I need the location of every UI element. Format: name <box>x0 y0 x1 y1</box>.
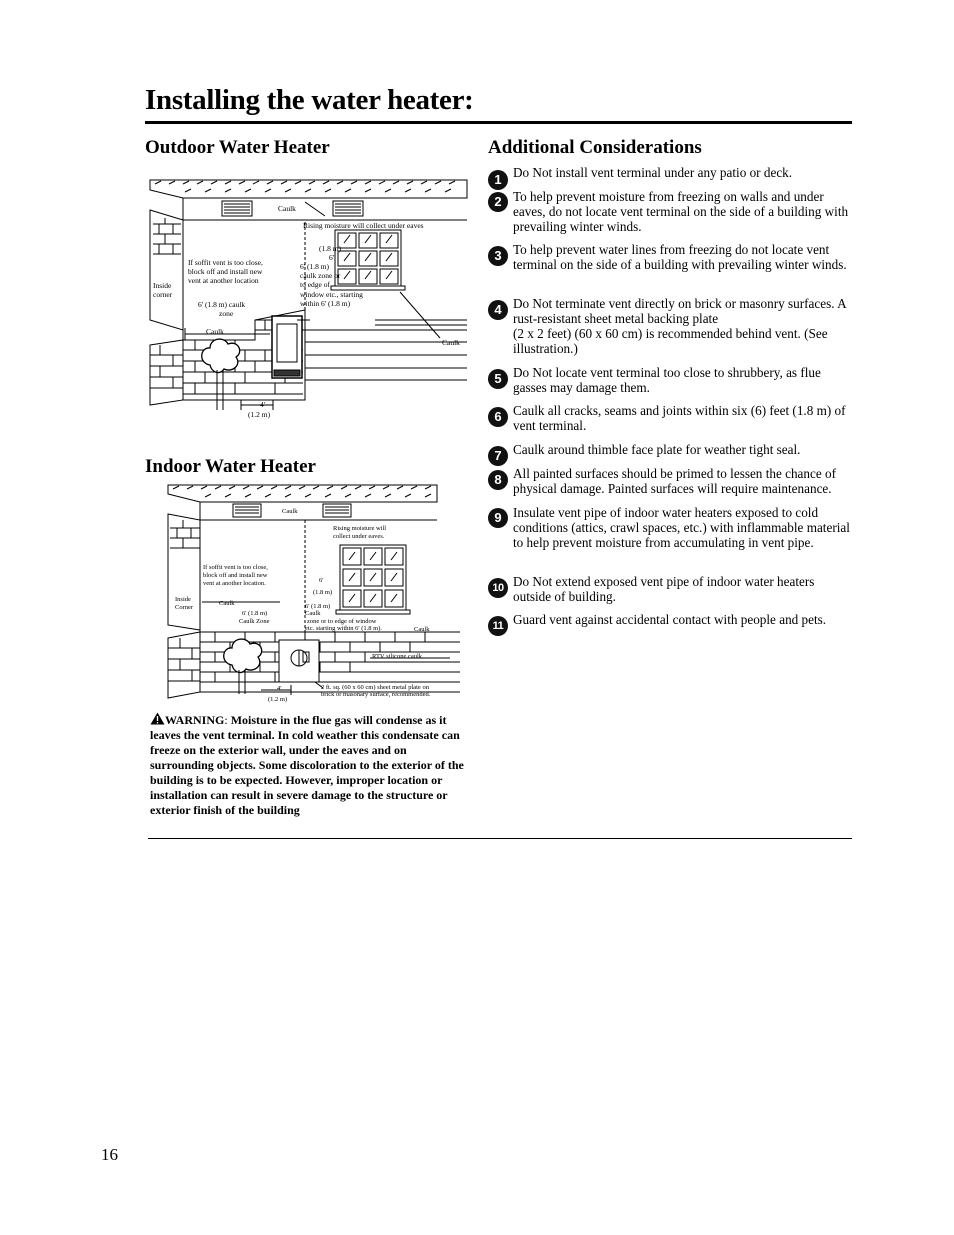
indoor-diagram <box>165 480 470 705</box>
outdoor-heading: Outdoor Water Heater <box>145 137 330 158</box>
indoor-4ft-label: 4' <box>277 685 282 692</box>
indoor-right-label-4: etc. starting within 6' (1.8 m). <box>305 625 382 632</box>
outdoor-caulk-left-label: Caulk <box>206 327 224 336</box>
indoor-inside-label-1: Inside <box>175 596 191 603</box>
indoor-zone-label-2: Caulk Zone <box>239 618 270 625</box>
consideration-text: Guard vent against accidental contact with people and pets. <box>513 612 827 627</box>
outdoor-window-label-2: to edge of <box>300 280 330 289</box>
indoor-soffit-label-1: If soffit vent is too close, <box>203 564 268 571</box>
indoor-plate-label-2: brick or masonary surface, recommended. <box>321 691 431 698</box>
warning-text: Moisture in the flue gas will condense as it leaves the vent terminal. In cold weather this condensate can freeze on the exterior wall, under the eaves and on surrounding objects. Some discoloration to the exterior of the building is to be expected. However, improper location or installation can result in severe damage to the structure or exterior finish of the building <box>150 713 464 817</box>
number-badge: 5 <box>488 369 508 389</box>
number-badge: 9 <box>488 508 508 528</box>
outdoor-6ft-label: 6' <box>329 253 335 262</box>
consideration-text: Do Not locate vent terminal too close to shrubbery, as flue gasses may damage them. <box>513 365 821 395</box>
indoor-right-label-1: 6' (1.8 m) <box>305 603 331 610</box>
warning-colon: : <box>224 713 228 727</box>
outdoor-window-label-4: within 6' (1.8 m) <box>300 299 351 308</box>
consideration-text: Do Not install vent terminal under any patio or deck. <box>513 165 793 180</box>
indoor-6ft-label: 6' <box>319 577 324 584</box>
consideration-text: To help prevent water lines from freezing do not locate vent terminal on the side of a building with prevailing winter winds. <box>513 242 847 272</box>
outdoor-window-label-1: caulk zone or <box>300 271 341 280</box>
indoor-zone-label-1: 6' (1.8 m) <box>242 610 268 617</box>
number-badge: 7 <box>488 446 508 466</box>
outdoor-diagram <box>145 170 475 425</box>
outdoor-zone-label-1: 6' (1.8 m) caulk <box>198 300 246 309</box>
outdoor-18m-label-b: 6' (1.8 m) <box>300 262 330 271</box>
outdoor-caulk-top-label: Caulk <box>278 204 296 213</box>
consideration-text: Do Not extend exposed vent pipe of indoor water heaters outside of building. <box>513 574 815 604</box>
number-badge: 3 <box>488 246 508 266</box>
consideration-text: Insulate vent pipe of indoor water heaters exposed to cold conditions (attics, crawl spaces, etc.) with inflammable material to help prevent moisture from accumulating in vent pipe. <box>513 505 850 550</box>
number-badge: 2 <box>488 192 508 212</box>
indoor-soffit-label-3: vent at another location. <box>203 580 266 587</box>
number-badge: 10 <box>488 578 508 598</box>
consideration-text-part-1: Do Not terminate vent directly on brick or masonry surfaces. A rust-resistant sheet metal backing plate <box>513 296 846 326</box>
warning-block <box>150 712 472 818</box>
outdoor-soffit-label-3: vent at another location <box>188 276 259 285</box>
outdoor-12m-label: (1.2 m) <box>248 410 271 419</box>
indoor-rising-label-1: Rising moisture will <box>333 525 387 532</box>
consideration-text <box>513 296 855 356</box>
indoor-rising-label-2: collect under eaves. <box>333 533 385 540</box>
indoor-right-label-3: zone or to edge of window <box>307 618 377 625</box>
indoor-heading: Indoor Water Heater <box>145 456 316 477</box>
warning-icon <box>150 712 165 725</box>
number-badge: 8 <box>488 470 508 490</box>
consideration-text: To help prevent moisture from freezing on walls and under eaves, do not locate vent terminal on the side of a building with prevailing winter winds. <box>513 189 849 234</box>
outdoor-caulk-right-label: Caulk <box>442 338 460 347</box>
outdoor-18m-label-a: (1.8 m) <box>319 244 342 253</box>
indoor-soffit-label-2: block off and install new <box>203 572 268 579</box>
outdoor-soffit-label-1: If soffit vent is too close, <box>188 258 263 267</box>
outdoor-inside-label-2: corner <box>153 290 173 299</box>
outdoor-rising-label: Rising moisture will collect under eaves <box>303 221 424 230</box>
number-badge: 11 <box>488 616 508 636</box>
indoor-right-label-2: Caulk <box>305 610 321 617</box>
indoor-12m-label: (1.2 m) <box>268 696 288 703</box>
outdoor-zone-label-2: zone <box>219 309 234 318</box>
consideration-text: Caulk all cracks, seams and joints within six (6) feet (1.8 m) of vent terminal. <box>513 403 846 433</box>
indoor-rtv-label: RTV silicone caulk <box>372 653 423 660</box>
outdoor-window-label-3: window etc., starting <box>300 290 363 299</box>
indoor-plate-label-1: 2 ft. sq. (60 x 60 cm) sheet metal plate on <box>321 684 429 691</box>
indoor-inside-label-2: Corner <box>175 604 194 611</box>
consideration-text: Caulk around thimble face plate for weather tight seal. <box>513 442 801 457</box>
consideration-text-part-2: (2 x 2 feet) (60 x 60 cm) is recommended behind vent. (See illustration.) <box>513 326 828 356</box>
outdoor-soffit-label-2: block off and install new <box>188 267 263 276</box>
indoor-caulk-top-label: Caulk <box>282 508 298 515</box>
number-badge: 6 <box>488 407 508 427</box>
bottom-rule <box>148 838 852 839</box>
number-badge: 1 <box>488 170 508 190</box>
number-badge: 4 <box>488 300 508 320</box>
additional-heading: Additional Considerations <box>488 137 702 158</box>
outdoor-inside-label-1: Inside <box>153 281 172 290</box>
page-number: 16 <box>101 1145 118 1164</box>
indoor-caulk-left-label: Caulk <box>219 600 235 607</box>
indoor-caulk-right-label: Caulk <box>414 626 430 633</box>
outdoor-4ft-label: 4' <box>260 400 266 409</box>
page-title: Installing the water heater: <box>145 84 474 116</box>
warning-label: WARNING <box>165 713 225 727</box>
indoor-18m-label: (1.8 m) <box>313 589 333 596</box>
title-rule <box>145 121 852 124</box>
consideration-text: All painted surfaces should be primed to lessen the chance of physical damage. Painted surfaces will require maintenance. <box>513 466 836 496</box>
